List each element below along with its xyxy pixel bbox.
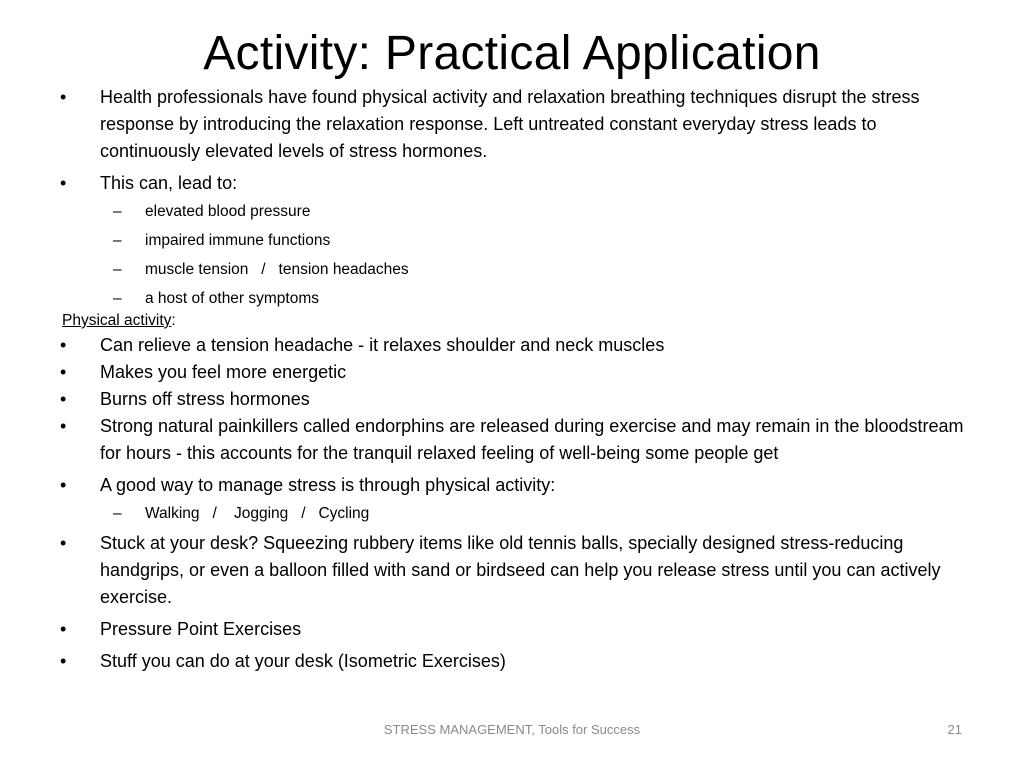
bullet-icon: • bbox=[60, 87, 67, 107]
sub-bullet-text: Walking / Jogging / Cycling bbox=[145, 505, 370, 522]
bullet-text: Pressure Point Exercises bbox=[100, 619, 302, 639]
bullet-intro bbox=[58, 84, 973, 165]
bullet-benefit bbox=[58, 332, 973, 359]
bullet-benefit bbox=[58, 359, 973, 386]
bullet-tip bbox=[58, 648, 973, 675]
slide-body bbox=[58, 84, 973, 675]
bullet-lead-to bbox=[58, 170, 973, 197]
bullet-icon: • bbox=[60, 362, 67, 382]
bullet-benefit bbox=[58, 386, 973, 413]
sub-bullet-text: impaired immune functions bbox=[145, 232, 331, 249]
bullet-text: A good way to manage stress is through physical activity: bbox=[100, 475, 556, 495]
bullet-text: Burns off stress hormones bbox=[100, 389, 310, 409]
dash-icon: – bbox=[113, 505, 122, 522]
bullet-text: This can, lead to: bbox=[100, 173, 238, 193]
dash-icon: – bbox=[113, 261, 122, 278]
heading-colon: : bbox=[171, 312, 176, 329]
sub-bullet-effect bbox=[58, 201, 973, 223]
heading-text: Physical activity bbox=[62, 312, 172, 329]
bullet-icon: • bbox=[60, 335, 67, 355]
bullet-text: Can relieve a tension headache - it relaxes shoulder and neck muscles bbox=[100, 335, 665, 355]
bullet-icon: • bbox=[60, 173, 67, 193]
bullet-benefit bbox=[58, 472, 973, 499]
dash-icon: – bbox=[113, 232, 122, 249]
sub-bullet-activities bbox=[58, 503, 973, 525]
bullet-icon: • bbox=[60, 389, 67, 409]
dash-icon: – bbox=[113, 203, 122, 220]
bullet-benefit bbox=[58, 413, 973, 467]
sub-bullet-effect bbox=[58, 259, 973, 281]
bullet-text: Makes you feel more energetic bbox=[100, 362, 347, 382]
bullet-text: Strong natural painkillers called endorphins are released during exercise and may remain in the bloodstream for hours - this accounts for the tranquil relaxed feeling of well-being some people get bbox=[100, 416, 964, 463]
bullet-text: Stuck at your desk? Squeezing rubbery items like old tennis balls, specially designed stress-reducing handgrips, or even a balloon filled with sand or birdseed can help you release stress until you can actively exercise. bbox=[100, 533, 941, 607]
slide-number: 21 bbox=[947, 722, 962, 737]
sub-bullet-effect bbox=[58, 230, 973, 252]
bullet-icon: • bbox=[60, 416, 67, 436]
dash-icon: – bbox=[113, 290, 122, 307]
sub-bullet-text: a host of other symptoms bbox=[145, 290, 320, 307]
sub-bullet-text: muscle tension / tension headaches bbox=[145, 261, 409, 278]
bullet-tip bbox=[58, 616, 973, 643]
bullet-icon: • bbox=[60, 651, 67, 671]
bullet-icon: • bbox=[60, 619, 67, 639]
physical-activity-heading bbox=[58, 310, 973, 332]
bullet-icon: • bbox=[60, 533, 67, 553]
bullet-icon: • bbox=[60, 475, 67, 495]
bullet-text: Health professionals have found physical activity and relaxation breathing techniques disrupt the stress response by introducing the relaxation response. Left untreated constant everyday stress leads to continuously elevated levels of stress hormones. bbox=[100, 87, 920, 161]
slide-title: Activity: Practical Application bbox=[203, 27, 821, 80]
footer-text: STRESS MANAGEMENT, Tools for Success bbox=[383, 722, 641, 737]
bullet-text: Stuff you can do at your desk (Isometric Exercises) bbox=[100, 651, 506, 671]
bullet-tip bbox=[58, 530, 973, 611]
sub-bullet-text: elevated blood pressure bbox=[145, 203, 311, 220]
sub-bullet-effect bbox=[58, 288, 973, 310]
